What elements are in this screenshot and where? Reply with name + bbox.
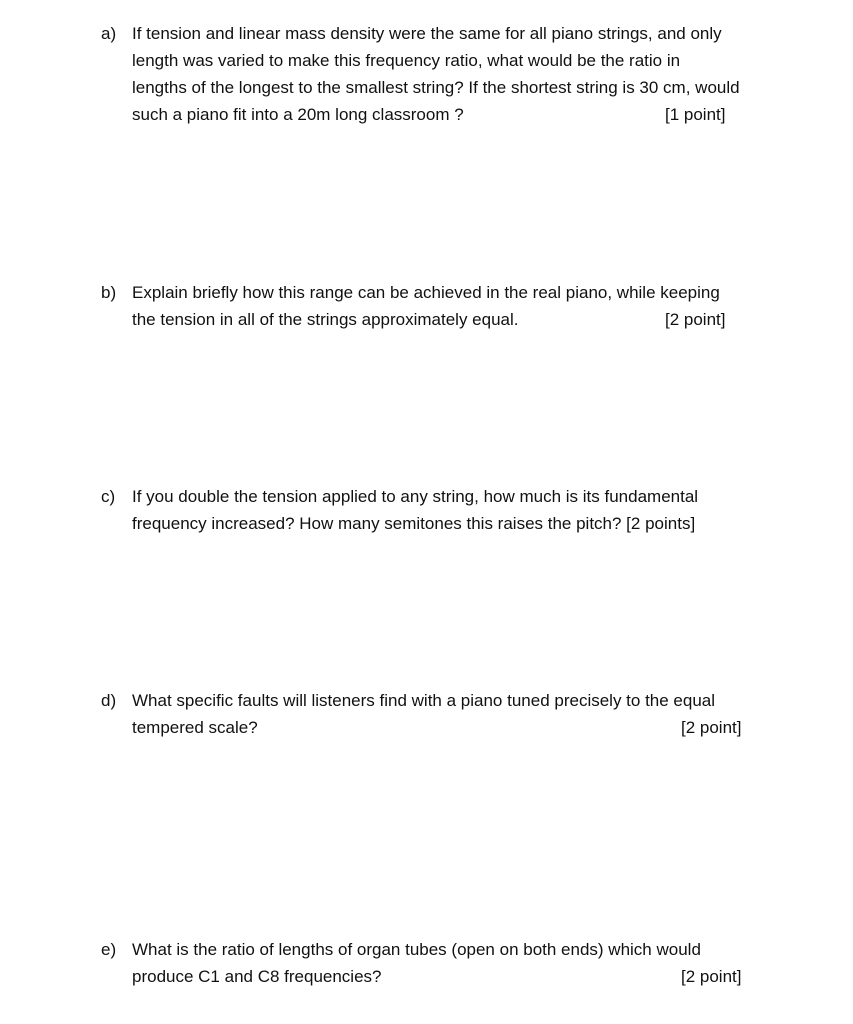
- question-points: [2 point]: [681, 967, 742, 986]
- question-points: [2 point]: [681, 718, 742, 737]
- question-text-line: such a piano fit into a 20m long classroom ?: [132, 105, 464, 124]
- question-letter: d): [101, 691, 117, 710]
- question-text-line: tempered scale?: [132, 718, 258, 737]
- question-letter: b): [101, 283, 117, 302]
- question-letter: e): [101, 940, 117, 959]
- question-text-line: What specific faults will listeners find with a piano tuned precisely to the equal: [132, 691, 716, 710]
- question-text-line: produce C1 and C8 frequencies?: [132, 967, 382, 986]
- question-text-line: the tension in all of the strings approximately equal.: [132, 310, 519, 329]
- question-text-line: Explain briefly how this range can be achieved in the real piano, while keeping: [132, 283, 720, 302]
- question-letter: c): [101, 487, 116, 506]
- question-text-line: frequency increased? How many semitones this raises the pitch? [2 points]: [132, 514, 696, 533]
- question-points: [1 point]: [665, 105, 726, 124]
- question-points: [2 point]: [665, 310, 726, 329]
- question-text-line: lengths of the longest to the smallest string? If the shortest string is 30 cm, would: [132, 78, 740, 97]
- question-text-line: length was varied to make this frequency ratio, what would be the ratio in: [132, 51, 681, 70]
- question-letter: a): [101, 24, 117, 43]
- question-text-line: What is the ratio of lengths of organ tubes (open on both ends) which would: [132, 940, 701, 959]
- question-text-line: If you double the tension applied to any string, how much is its fundamental: [132, 487, 699, 506]
- question-text-line: If tension and linear mass density were the same for all piano strings, and only: [132, 24, 722, 43]
